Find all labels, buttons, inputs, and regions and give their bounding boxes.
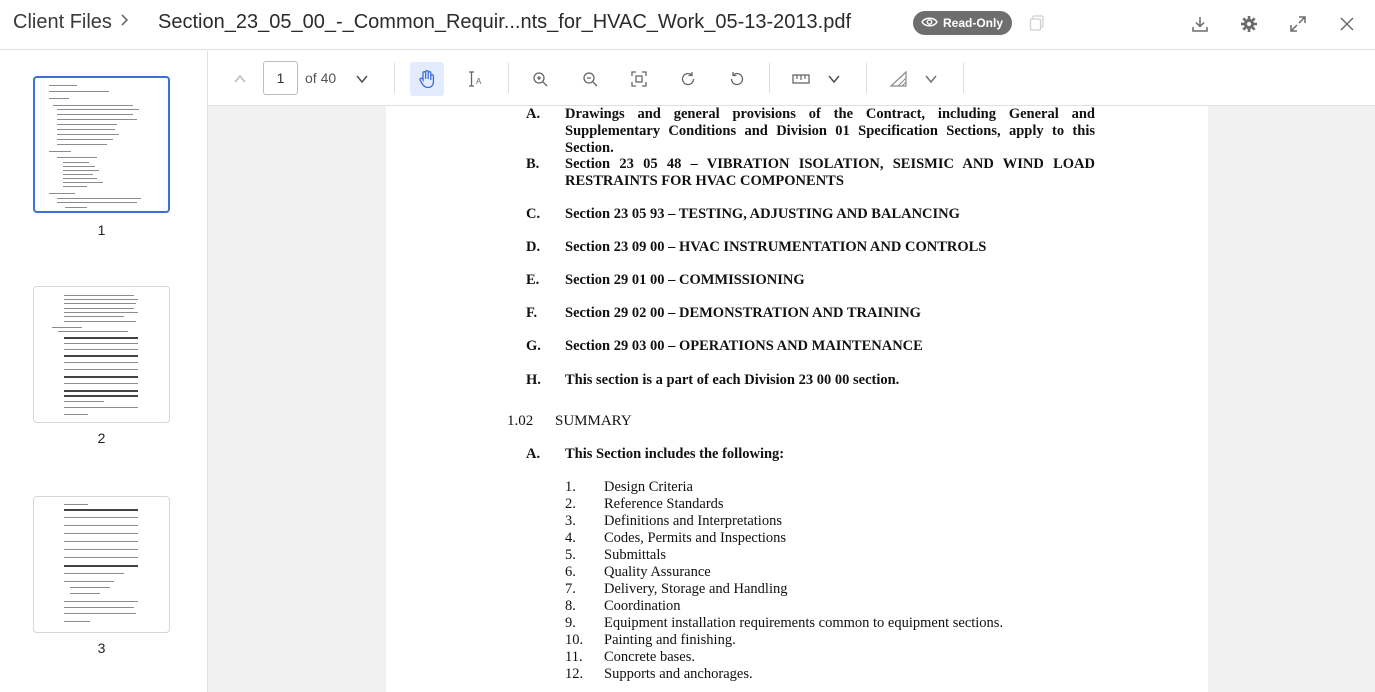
pdf-page: A. Drawings and general provisions of the Contract, including General and Supplementary Conditions and Division 01 Specification Sections, apply to this Section. B. Section 23 05 48 – VIBRATION ISOLATION, SEISMIC AND WIND LOAD RESTRAINTS FOR HVAC COMPONENTS C. Section 23 05 93 – TESTING, ADJUSTING AND BALANCING D. Section 23 09 00 – HVAC INSTRUMENTATION AND CONTROLS E. Section 29 01 00 – COMMISSIONING F. Section 29 02 00 – DEMONSTRATION AND TRAINING G. Section 29 03 00 – OPERATIONS AND MAINTENANCE H. This section is a part of each Division 23 00 00 section. 1.02 SUMMARY A. This Section includes the following: 1. Design Criteria 2. Reference Standards 3. Definitions and Interpretations 4. Codes, Permits and Inspections 5. Submittals 6. Quality Assurance 7. Delivery, Storage and Handling 8. Coordination 9. Equipment installation requirements common to equipment sections. 10. Painting and finishing. 11. Concrete bases. 12. Supports and anchorages. [386, 106, 1208, 692]
thumbnail-label-1: 1 [97, 222, 106, 238]
read-only-badge [913, 11, 1012, 35]
eye-icon [921, 16, 938, 31]
item-text: Section 23 09 00 – HVAC INSTRUMENTATION AND CONTROLS [565, 239, 987, 255]
page-thumbnail-1[interactable] [33, 76, 170, 213]
page-number-input[interactable] [263, 61, 298, 95]
item-label: E. [526, 272, 540, 288]
text-select-icon[interactable] [458, 62, 492, 96]
annotate-dropdown-chevron-icon[interactable] [914, 62, 948, 96]
item-text: Section 29 03 00 – OPERATIONS AND MAINTENANCE [565, 338, 923, 354]
item-text: Section 23 05 48 – VIBRATION ISOLATION, SEISMIC AND WIND LOAD RESTRAINTS FOR HVAC COMPONENTS [565, 156, 1095, 189]
gear-icon[interactable] [1238, 13, 1260, 35]
close-icon[interactable] [1336, 13, 1358, 35]
zoom-in-icon[interactable] [523, 62, 557, 96]
item-label: G. [526, 338, 541, 354]
item-text: Section 29 02 00 – DEMONSTRATION AND TRAINING [565, 305, 921, 321]
item-label: H. [526, 372, 541, 388]
breadcrumb-client-files[interactable] [13, 11, 129, 34]
item-text: Drawings and general provisions of the Contract, including General and Supplementary Conditions and Division 01 Specification Sections, apply to this Section. [565, 106, 1095, 156]
hand-pan-icon[interactable] [410, 62, 444, 96]
item-label: D. [526, 239, 541, 255]
download-icon[interactable] [1189, 13, 1211, 35]
item-label: A. [526, 446, 541, 462]
item-label: B. [526, 156, 540, 172]
svg-text:A: A [476, 77, 482, 86]
page-thumbnail-2[interactable] [33, 286, 170, 423]
item-text: Section 29 01 00 – COMMISSIONING [565, 272, 805, 288]
rotate-clockwise-icon[interactable] [671, 62, 705, 96]
expand-icon[interactable] [1287, 13, 1309, 35]
chevron-down-icon[interactable] [345, 62, 379, 96]
item-text: This section is a part of each Division 23 00 00 section. [565, 372, 900, 388]
fit-page-icon[interactable] [622, 62, 656, 96]
thumbnail-label-3: 3 [97, 640, 106, 656]
copy-icon[interactable] [1029, 15, 1045, 31]
badge-label: Read-Only [943, 16, 1004, 30]
item-text: Section 23 05 93 – TESTING, ADJUSTING AND BALANCING [565, 206, 960, 222]
chevron-up-icon[interactable] [223, 62, 257, 96]
section-number: 1.02 [507, 413, 534, 429]
viewer-toolbar [208, 51, 1375, 106]
section-title: SUMMARY [555, 413, 632, 429]
document-title: Section_23_05_00_-_Common_Requir...nts_for_HVAC_Work_05-13-2013.pdf [158, 11, 852, 33]
thumbnail-sidebar [0, 51, 208, 692]
item-label: F. [526, 305, 538, 321]
item-label: A. [526, 106, 541, 122]
breadcrumb-label: Client Files [13, 11, 112, 33]
item-label: C. [526, 206, 541, 222]
thumbnail-label-2: 2 [97, 430, 106, 446]
ruler-icon[interactable] [784, 62, 818, 96]
measure-dropdown-chevron-icon[interactable] [817, 62, 851, 96]
chevron-right-icon [120, 13, 129, 32]
item-text: This Section includes the following: [565, 446, 785, 462]
page-count: of 40 [305, 70, 337, 86]
document-viewer[interactable] [208, 106, 1375, 692]
zoom-out-icon[interactable] [573, 62, 607, 96]
top-bar [0, 0, 1375, 50]
annotate-icon[interactable] [882, 62, 916, 96]
rotate-counterclockwise-icon[interactable] [720, 62, 754, 96]
page-thumbnail-3[interactable] [33, 496, 170, 633]
